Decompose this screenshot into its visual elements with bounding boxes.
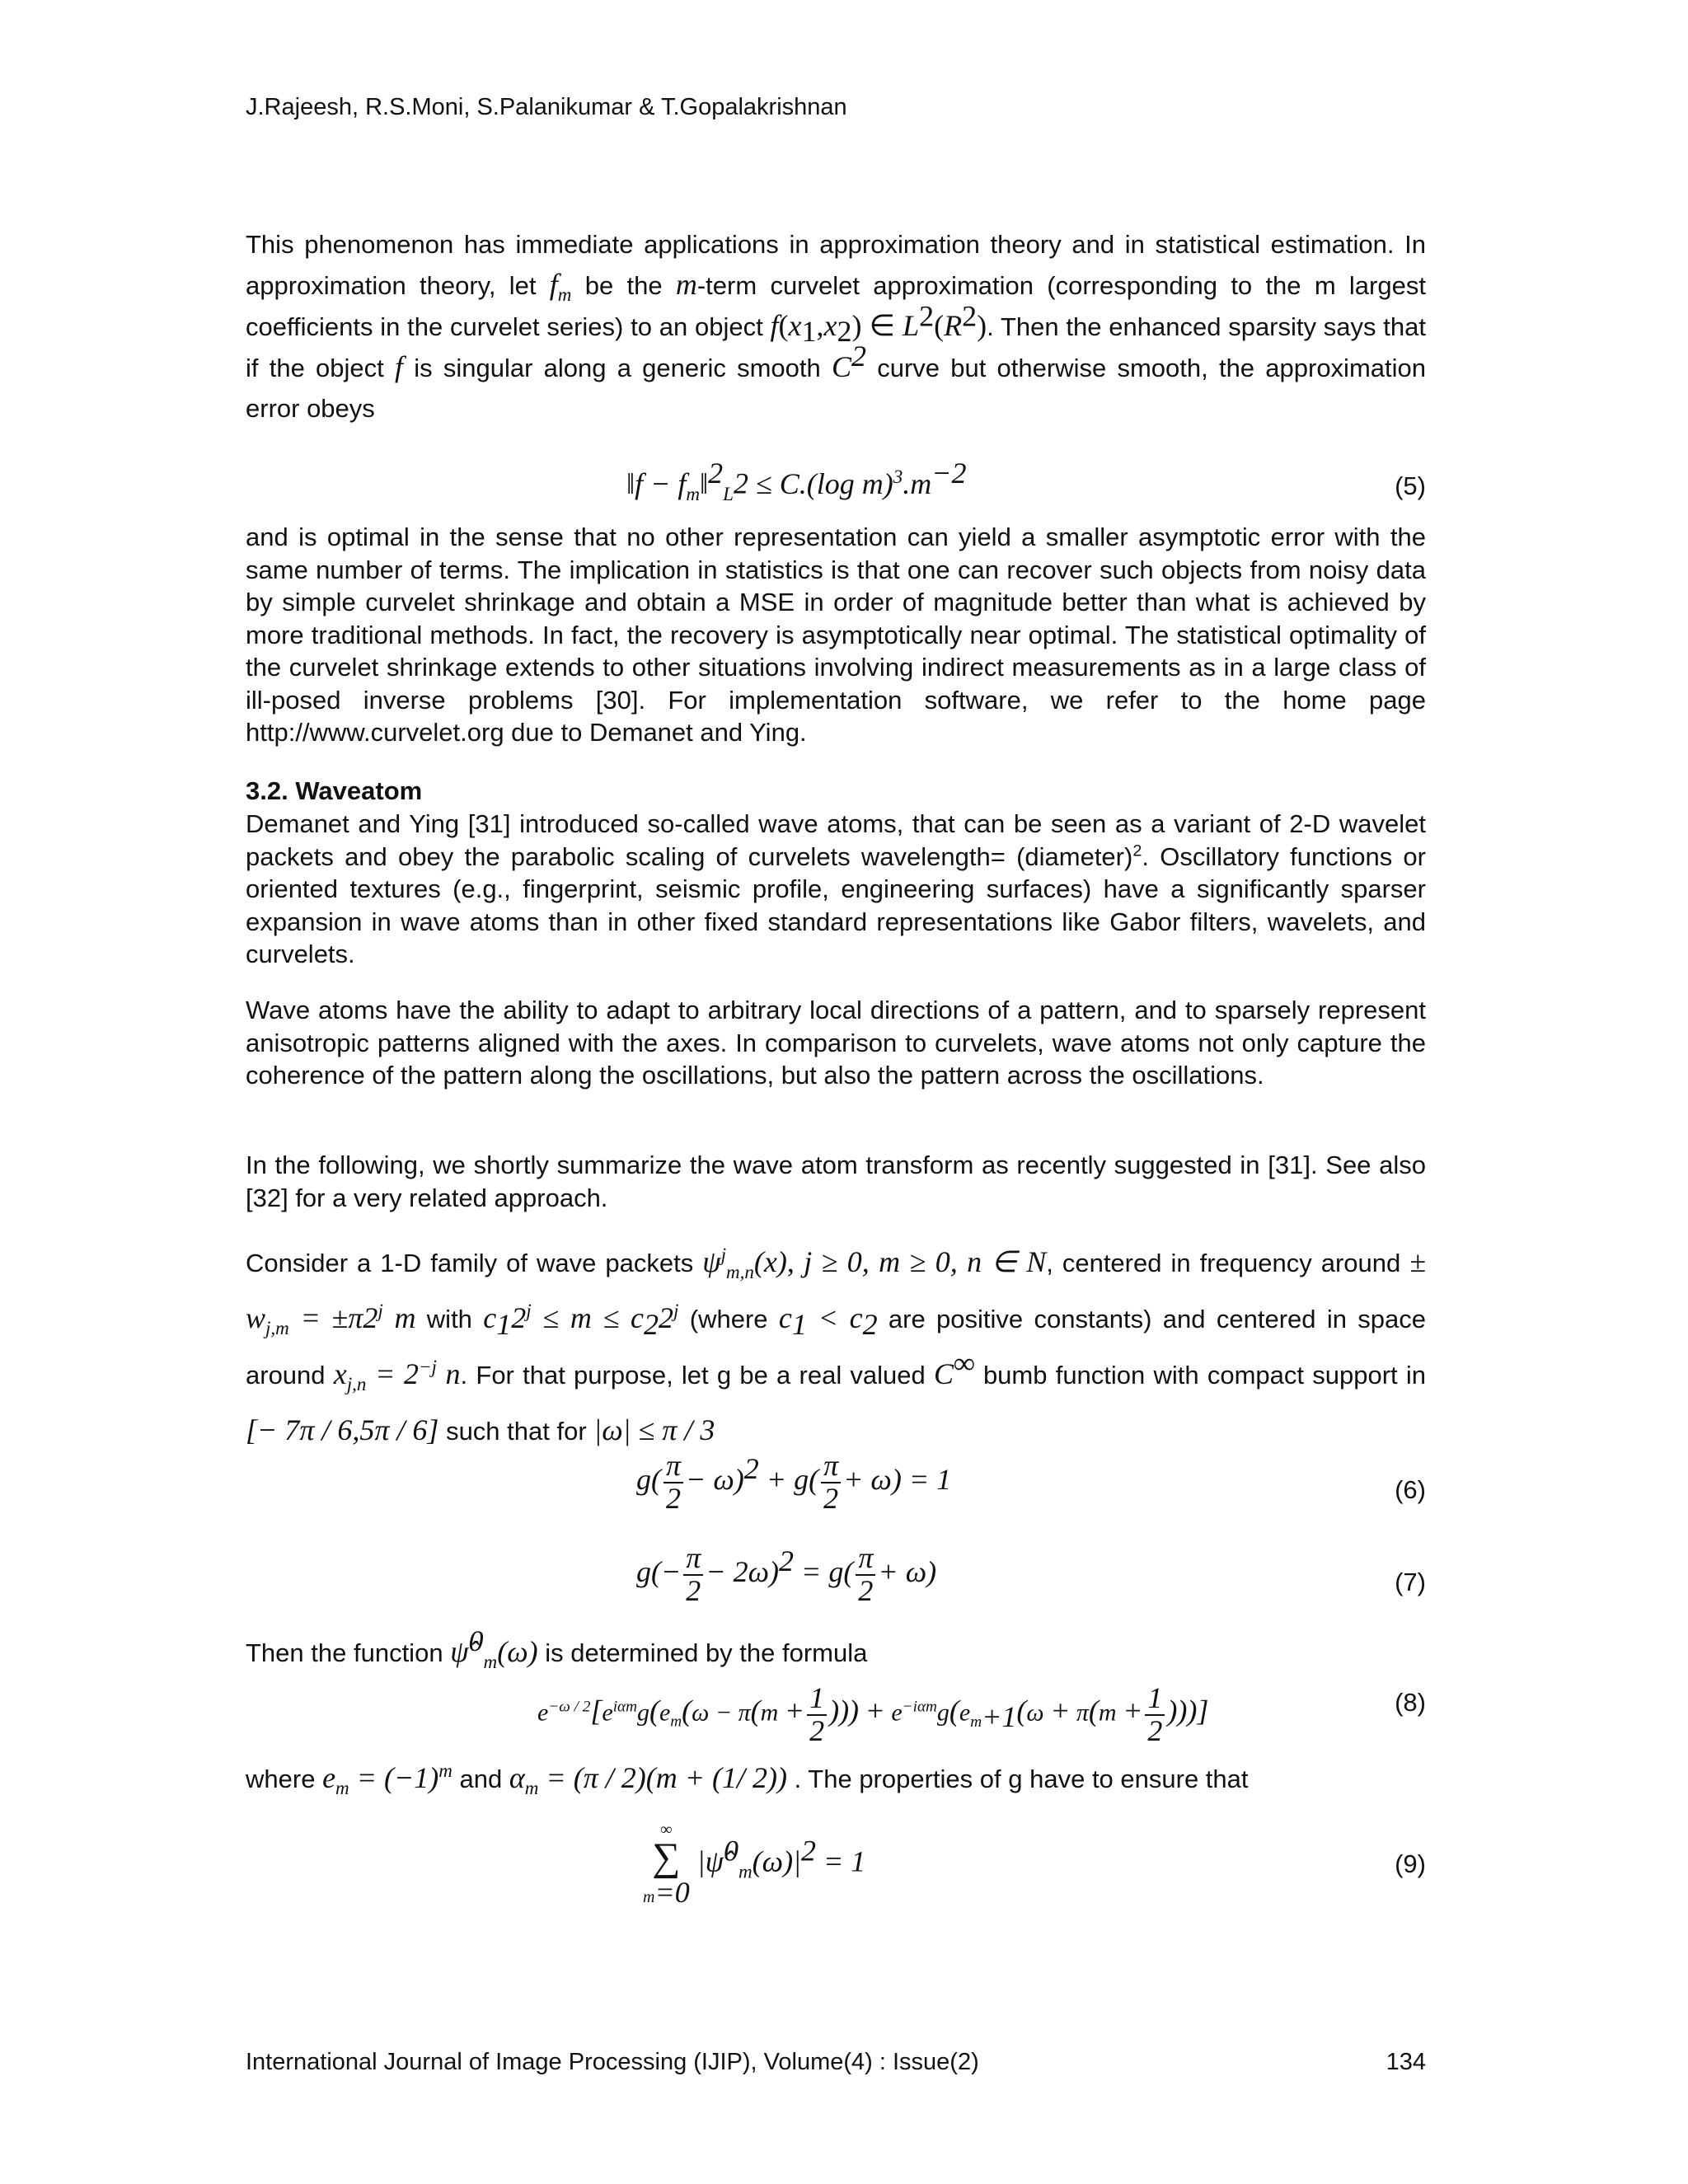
page-number: 134 <box>1386 2049 1426 2075</box>
paragraph-following: In the following, we shortly summarize the wave atom transform as recently suggested in [31]. See also [32] for a very related approach. <box>246 1151 1426 1212</box>
equation-number-9: (9) <box>1395 1849 1426 1878</box>
inline-math-fm: $f_m$ <box>549 268 572 306</box>
inline-math-f: f <box>395 350 404 383</box>
inline-math-psi-hat: ψ̂$^0_m$(ω) <box>450 1624 538 1673</box>
inline-math-c1c2: $c_1 < c_2$ <box>778 1301 878 1342</box>
paragraph-approximation: This phenomenon has immediate applications in approximation theory and in statistical estimation. In approximation theory, let $f_m$ be the m-term curvelet approximation (corresponding to the m largest coefficients in the curvelet series) to an object $f(x_1,x_2)$ ∈ $L^2(R^2)$. Then the enhanced sparsity says that if the object f is singular along a generic smooth $C^2$ curve but otherwise smooth, the approximation error obeys <box>246 230 1426 423</box>
paragraph-optimality: and is optimal in the sense that no other representation can yield a smaller asymptotic error with the same number of terms. The implication in statistics is that one can recover such objects from noisy data by simple curvelet shrinkage and obtain a MSE in order of magnitude better than what is achieved by more traditional methods. In fact, the recovery is asymptotically near optimal. The statistical optimality of the curvelet shrinkage extends to other situations involving indirect measurements as in a large class of ill-posed inverse problems [30]. For implementation software, we refer to the home page http://www.curvelet.org due to Demanet and Ying. <box>246 523 1426 747</box>
paragraph-then-function: Then the function ψ̂$^0_m$(ω) is determined by the formula <box>246 1624 868 1673</box>
inline-math-omega-bound: |ω| ≤ π / 3 <box>593 1413 715 1446</box>
footer-journal: International Journal of Image Processing (IJIP), Volume(4) : Issue(2) <box>246 2049 979 2075</box>
equation-9: ∞ ∑ m=0 $|\psî^0_m(\omega)|^2 = 1$ <box>643 1821 866 1909</box>
inline-math-alpha: $\alpha_m = (\pi / 2)(m + (1/$ 2)) <box>509 1761 787 1799</box>
inline-math-indices: j ≥ 0, m ≥ 0, n ∈ N <box>804 1245 1047 1278</box>
inline-math-psi: $\psi^j_{m,n}(x)$ <box>702 1244 787 1283</box>
section-heading: 3.2. Waveatom <box>246 776 423 805</box>
equation-number-5: (5) <box>1395 471 1426 500</box>
inline-math-support: [− 7π / 6,5π / 6] <box>246 1413 439 1446</box>
equation-5: ‖f − $f_m‖^2_{L^2} \le C.(\log$ $m)^3.m^{-2}$ <box>626 457 967 505</box>
equation-number-7: (7) <box>1395 1568 1426 1596</box>
inline-math-m: m <box>675 268 697 301</box>
equation-8: $e^{-\omega / 2}[e^{i\alpha m}g(e_m(\omega - \pi(m$ + $\frac{1}{2}$ ))) + $e^{-i\alpha m}g(e_{m+1}(\omega + \pi(m$ + $\frac{1}{2}$ )))] <box>537 1681 1209 1747</box>
inline-math-w: ± $w_{j,m} = \pm\pi 2^j$ m <box>246 1245 1427 1339</box>
paragraph-where: where $e_m = (-1)^m$ and $\alpha_m = (\pi / 2)(m + (1/$ 2)) . The properties of g have to ensure that <box>246 1760 1249 1799</box>
inline-math-object: f <box>770 309 779 342</box>
running-header: J.Rajeesh, R.S.Moni, S.Palanikumar & T.Gopalakrishnan <box>246 94 847 120</box>
paragraph-waveatom-ability: Wave atoms have the ability to adapt to arbitrary local directions of a pattern, and to sparsely represent anisotropic patterns aligned with the axes. In comparison to curvelets, wave atoms not only capture the coherence of the pattern along the oscillations, but also the pattern across the oscillations. <box>246 996 1426 1090</box>
equation-number-8: (8) <box>1395 1688 1426 1717</box>
equation-number-6: (6) <box>1395 1475 1426 1504</box>
inline-math-x: $x_{j,n} = 2^{-j}$ n <box>333 1356 461 1395</box>
equation-6: g( $\frac{\pi}{2}$ − ω)$^2$ + g( $\frac{\pi}{2}$ + ω) = 1 <box>636 1449 952 1515</box>
inline-math-bounds: $c_12^j \le m \le c_22^j$ <box>483 1300 679 1342</box>
equation-7: g(− $\frac{\pi}{2}$ − 2ω)$^2$ = g( $\frac{\pi}{2}$ + ω) <box>636 1541 937 1607</box>
paragraph-waveatom-intro: Demanet and Ying [31] introduced so-called wave atoms, that can be seen as a variant of 2-D wavelet packets and obey the parabolic scaling of curvelets wavelength= (diameter)$^2$. Oscillatory functions or oriented textures (e.g., fingerprint, seismic profile, engineering surfaces) have a significantly sparser expansion in wave atoms than in other fixed standard representations like Gabor filters, wavelets, and curvelets. <box>246 809 1426 968</box>
inline-math-c2: $C^2$ <box>831 340 866 383</box>
paragraph-wave-packets: Consider a 1-D family of wave packets $\psi^j_{m,n}(x)$, j ≥ 0, m ≥ 0, n ∈ N, centered in frequency around ± $w_{j,m} = \pm\pi 2^j$ m with $c_12^j \le m \le c_22^j$ (where $c_1 < c_2$ are positive constants) and centered in space around $x_{j,n} = 2^{-j}$ n. For that purpose, let g be a real valued C∞ bumb function with compact support in [− 7π / 6,5π / 6] such that for |ω| ≤ π / 3 <box>246 1244 1427 1446</box>
inline-math-em: $e_m = (-1)^m$ <box>322 1760 452 1799</box>
inline-math-cinf: C∞ <box>934 1347 975 1390</box>
